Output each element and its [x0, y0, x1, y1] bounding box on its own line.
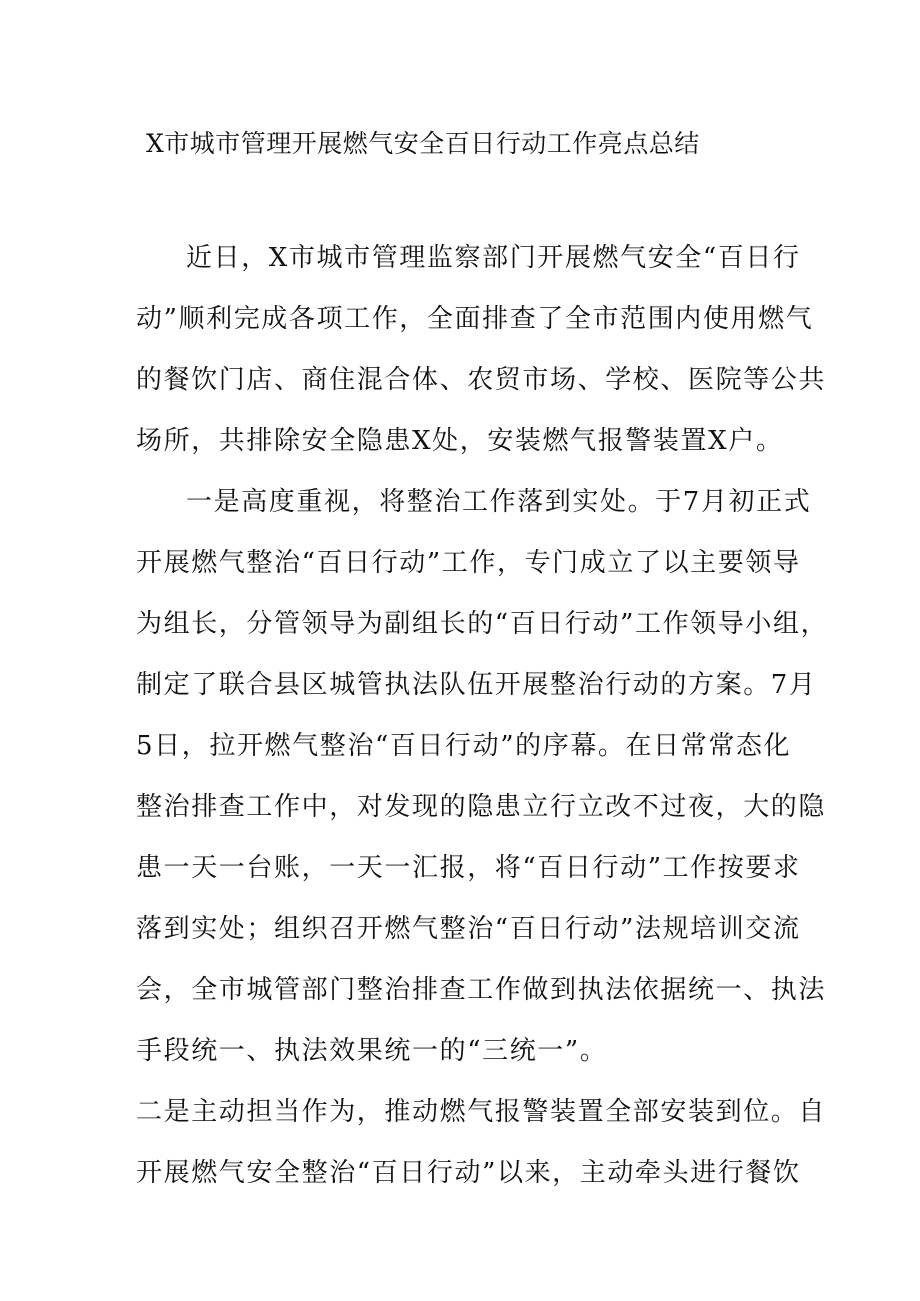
body-line: 会，全市城管部门整治排查工作做到执法依据统一、执法 [136, 975, 827, 1005]
body-line: 动”顺利完成各项工作，全面排查了全市范围内使用燃气 [136, 304, 814, 334]
body-line: 手段统一、执法效果统一的“三统一”。 [136, 1036, 608, 1066]
body-line: 制定了联合县区城管执法队伍开展整治行动的方案。7月 [136, 670, 817, 700]
body-line: 近日，X市城市管理监察部门开展燃气安全“百日行 [186, 243, 801, 273]
body-line: 的餐饮门店、商住混合体、农贸市场、学校、医院等公共 [136, 365, 827, 395]
body-line: 一是高度重视，将整治工作落到实处。于7月初正式 [186, 487, 812, 517]
body-line: 落到实处；组织召开燃气整治“百日行动”法规培训交流 [136, 914, 801, 944]
body-line: 5日，拉开燃气整治“百日行动”的序幕。在日常常态化 [136, 731, 792, 761]
body-line: 开展燃气整治“百日行动”工作，专门成立了以主要领导 [136, 548, 801, 578]
body-line: 患一天一台账，一天一汇报，将“百日行动”工作按要求 [136, 853, 801, 883]
body-line: 为组长，分管领导为副组长的“百日行动”工作领导小组， [136, 609, 829, 639]
body-line: 场所，共排除安全隐患X处，安装燃气报警装置X户。 [136, 426, 784, 456]
body-line: 整治排查工作中，对发现的隐患立行立改不过夜，大的隐 [136, 792, 827, 822]
body-line: 开展燃气安全整治“百日行动”以来，主动牵头进行餐饮 [136, 1158, 801, 1188]
document-title: X市城市管理开展燃气安全百日行动工作亮点总结 [146, 129, 700, 158]
body-line: 二是主动担当作为，推动燃气报警装置全部安装到位。自 [136, 1097, 827, 1127]
